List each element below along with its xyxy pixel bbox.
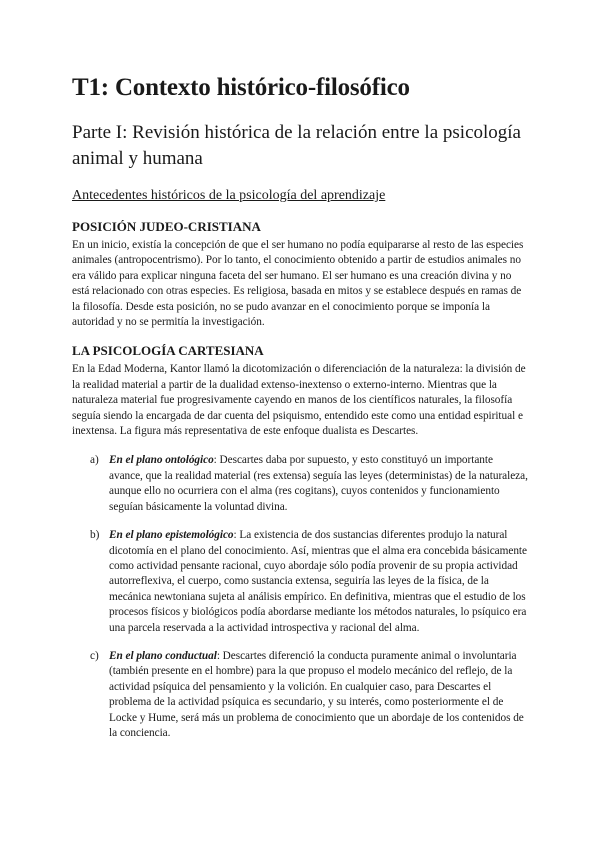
list-item-conductual — [90, 649, 528, 741]
list-item-body — [109, 453, 528, 515]
list-marker: a) — [90, 454, 99, 467]
section-paragraph-judeo-cristiana: En un inicio, existía la concepción de que el ser humano no podía equipararse al resto de las especies animales (antropocentrismo). Por lo tanto, el conocimiento obtenido a partir de estudios animales no era válido para explicar ninguna faceta del ser humano. El ser humano es una creación divina y no está relacionado con otras especies. Es religiosa, basada en mitos y se establece después en ramas de la filosofía. Desde esta posición, no se pudo avanzar en el conocimiento porque se imponía la autoridad y no se permitía la investigación. — [72, 239, 524, 329]
list-item-term: En el plano conductual — [109, 649, 217, 662]
descartes-planes-list — [72, 453, 528, 741]
list-marker: c) — [90, 649, 99, 662]
document-title: T1: Contexto histórico-filosófico — [72, 74, 410, 101]
list-item-ontologico — [90, 453, 528, 515]
section-subheading: Antecedentes históricos de la psicología del aprendizaje — [72, 188, 386, 203]
list-marker: b) — [90, 529, 100, 542]
part-title: Parte I: Revisión histórica de la relación entre la psicología animal y humana — [72, 122, 521, 169]
list-item-term: En el plano ontológico — [109, 454, 214, 467]
list-item-term: En el plano epistemológico — [109, 529, 234, 542]
section-heading-judeo-cristiana: POSICIÓN JUDEO-CRISTIANA — [72, 219, 261, 234]
section-paragraph-cartesiana: En la Edad Moderna, Kantor llamó la dicotomización o diferenciación de la naturaleza: la división de la realidad material a partir de la dualidad extenso-inextenso o externo-interno. Mientras que la naturaleza material fue progresivamente cayendo en manos de los científicos naturales, la filosofía seguía siendo la encargada de dar cuenta del psiquismo, entendido este como una entidad espiritual e inextensa. La figura más representativa de este enfoque dualista es Descartes. — [72, 363, 526, 438]
list-item-body — [109, 528, 528, 636]
list-item-text: : La existencia de dos sustancias diferentes produjo la natural dicotomía en el plano del conocimiento. Así, mientras que el alma era concebida básicamente como actividad pensante racional, cuyo abordaje sólo podía provenir de su propia actividad autorreflexiva, el cuerpo, como sustancia extensa, seguiría las leyes de la física, de la mecánica newtoniana sujeta al análisis empírico. En definitiva, mientras que el estudio de los procesos físicos y biológicos podía abordarse mediante los métodos naturales, lo psíquico era una parcela reservada a la actividad introspectiva y racional del alma. — [109, 529, 527, 634]
section-heading-cartesiana: LA PSICOLOGÍA CARTESIANA — [72, 343, 264, 359]
list-item-body — [109, 649, 528, 741]
list-item-text: : Descartes daba por supuesto, y esto constituyó un importante avance, que la realidad material (res extensa) seguía las leyes (deterministas) de la naturaleza, aunque ello no ocurriera con el alma (res cogitans), cuyos contenidos y funcionamiento seguían básicamente la voluntad divina. — [109, 454, 528, 513]
list-item-text: : Descartes diferenció la conducta puramente animal o involuntaria (también presente en el hombre) para la que propuso el modelo mecánico del reflejo, de la actividad psíquica del pensamiento y la volición. En cualquier caso, para Descartes el problema de la actividad psíquica es secundario, y su interés, como posteriormente el de Locke y Hume, será más un problema de conocimiento que un abordaje de los contenidos de la conciencia. — [109, 649, 524, 739]
list-item-epistemologico — [90, 528, 528, 636]
